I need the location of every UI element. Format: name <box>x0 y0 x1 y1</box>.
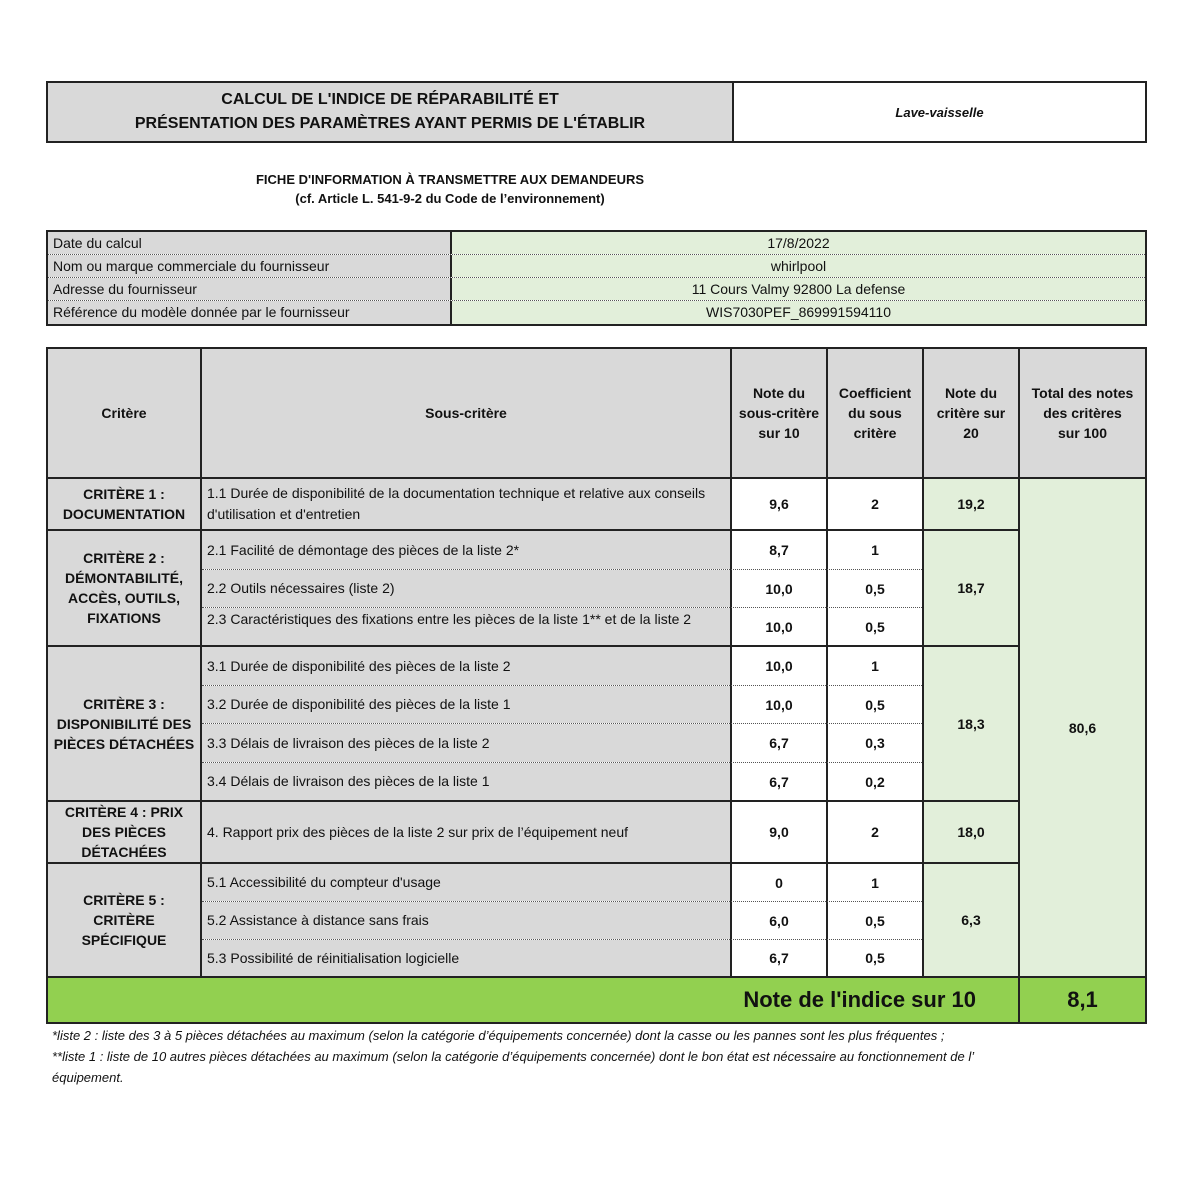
criterion-text: CRITÈRE 1 : <box>83 486 165 502</box>
criterion-4-score: 18,0 <box>924 802 1018 862</box>
footnote-liste-2: *liste 2 : liste des 3 à 5 pièces détachées au maximum (selon la catégorie d’équipements concernée) dont la casse ou les pannes sont les plus fréquentes ; <box>52 1028 945 1043</box>
header-text: Coefficient <box>838 385 912 401</box>
header-sous-critere: Sous-critère <box>202 349 730 477</box>
grid-line <box>922 349 924 978</box>
subcriterion-3-1: 3.1 Durée de disponibilité des pièces de la liste 2 <box>202 647 730 685</box>
grid-line <box>202 762 922 763</box>
info-label: Adresse du fournisseur <box>48 278 452 300</box>
subcriterion-2-3: 2.3 Caractéristiques des fixations entre les pièces de la liste 1** et de la liste 2 <box>202 608 730 645</box>
header-coefficient <box>828 349 922 477</box>
grid-line <box>200 349 202 978</box>
criterion-text: DOCUMENTATION <box>62 506 186 522</box>
subcriterion-2-2: 2.2 Outils nécessaires (liste 2) <box>202 570 730 607</box>
header-text: Total des notes <box>1031 385 1134 401</box>
header-text: Note du <box>752 385 806 401</box>
title-line-2: PRÉSENTATION DES PARAMÈTRES AYANT PERMIS DE L'ÉTABLIR <box>134 115 646 132</box>
header-text: sur 10 <box>758 425 800 441</box>
supplier-info-table <box>46 230 1147 326</box>
header-text: critère sur <box>936 405 1006 421</box>
coef-2-2: 0,5 <box>828 570 922 607</box>
note-3-1: 10,0 <box>732 647 826 685</box>
subtitle-line-2: (cf. Article L. 541-9-2 du Code de l’environnement) <box>295 191 605 206</box>
header-text: Note du <box>944 385 998 401</box>
criterion-3-score: 18,3 <box>924 647 1018 800</box>
footnotes <box>52 1025 1147 1088</box>
info-row-brand <box>48 255 1145 278</box>
grid-line <box>48 529 1018 531</box>
info-label: Date du calcul <box>48 232 452 254</box>
criterion-5-score: 6,3 <box>924 864 1018 976</box>
grid-line <box>202 939 922 940</box>
note-4: 9,0 <box>732 802 826 862</box>
criterion-5-label <box>48 864 200 976</box>
grid-line <box>730 349 732 978</box>
note-3-3: 6,7 <box>732 724 826 762</box>
criterion-text: ACCÈS, OUTILS, <box>67 590 180 606</box>
criterion-1-label <box>48 479 200 529</box>
info-value: WIS7030PEF_869991594110 <box>452 301 1145 324</box>
subcriterion-2-1: 2.1 Facilité de démontage des pièces de la liste 2* <box>202 531 730 569</box>
footnote-liste-1: **liste 1 : liste de 10 autres pièces détachées au maximum (selon la catégorie d’équipements concernée) dont le bon état est nécessaire au fonctionnement de l’ <box>52 1049 975 1064</box>
criterion-text: CRITÈRE 3 : <box>83 695 165 712</box>
subcriterion-3-3: 3.3 Délais de livraison des pièces de la liste 2 <box>202 724 730 762</box>
criterion-text: DÉTACHÉES <box>81 844 167 860</box>
note-1-1: 9,6 <box>732 479 826 529</box>
header-text: critère <box>853 425 897 441</box>
coef-2-3: 0,5 <box>828 608 922 645</box>
info-row-address <box>48 278 1145 301</box>
info-row-date <box>48 232 1145 255</box>
header-text: des critères <box>1043 405 1122 421</box>
grid-line <box>48 862 1018 864</box>
criterion-text: CRITÈRE 5 : CRITÈRE <box>83 892 165 928</box>
note-5-3: 6,7 <box>732 940 826 976</box>
coef-2-1: 1 <box>828 531 922 569</box>
grid-line <box>48 645 1018 647</box>
coef-5-3: 0,5 <box>828 940 922 976</box>
header-total <box>1020 349 1145 477</box>
criterion-text: DES PIÈCES <box>81 824 167 840</box>
page-title <box>48 83 734 141</box>
header-note-sous-critere <box>732 349 826 477</box>
total-score: 80,6 <box>1020 479 1145 976</box>
header-text: sur 100 <box>1057 425 1108 441</box>
product-type: Lave-vaisselle <box>895 104 984 120</box>
header-text: 20 <box>963 425 979 441</box>
criterion-text: DÉMONTABILITÉ, <box>65 570 183 586</box>
note-5-1: 0 <box>732 864 826 901</box>
criterion-text: SPÉCIFIQUE <box>81 932 167 948</box>
title-line-1: CALCUL DE L'INDICE DE RÉPARABILITÉ ET <box>221 91 559 108</box>
subcriterion-5-3: 5.3 Possibilité de réinitialisation logicielle <box>202 940 730 976</box>
coef-3-3: 0,3 <box>828 724 922 762</box>
grid-line <box>202 569 922 570</box>
coef-3-1: 1 <box>828 647 922 685</box>
grid-line <box>202 685 922 686</box>
title-block <box>46 81 1147 143</box>
coef-5-1: 1 <box>828 864 922 901</box>
grid-line <box>202 723 922 724</box>
criterion-2-score: 18,7 <box>924 531 1018 645</box>
grid-line <box>202 901 922 902</box>
header-text: sous-critère <box>738 405 820 421</box>
footnote-continuation: équipement. <box>52 1070 124 1085</box>
info-value: 11 Cours Valmy 92800 La defense <box>452 278 1145 300</box>
subcriterion-5-2: 5.2 Assistance à distance sans frais <box>202 902 730 939</box>
criterion-text: PIÈCES DÉTACHÉES <box>53 735 195 752</box>
grid-line <box>48 976 1145 978</box>
criterion-text: CRITÈRE 4 : PRIX <box>64 804 184 820</box>
note-3-4: 6,7 <box>732 763 826 800</box>
grid-line <box>202 607 922 608</box>
criterion-2-label <box>48 531 200 645</box>
subcriterion-1-1: 1.1 Durée de disponibilité de la documentation technique et relative aux conseils d'utilisation et d'entretien <box>202 479 730 529</box>
coef-3-4: 0,2 <box>828 763 922 800</box>
header-note-critere <box>924 349 1018 477</box>
index-label: Note de l'indice sur 10 <box>48 978 1018 1022</box>
subcriterion-5-1: 5.1 Accessibilité du compteur d'usage <box>202 864 730 901</box>
subcriterion-3-4: 3.4 Délais de livraison des pièces de la liste 1 <box>202 763 730 800</box>
note-2-1: 8,7 <box>732 531 826 569</box>
form-subtitle <box>190 170 710 208</box>
coef-5-2: 0,5 <box>828 902 922 939</box>
criterion-1-score: 19,2 <box>924 479 1018 529</box>
grid-line <box>826 349 828 978</box>
coef-3-2: 0,5 <box>828 686 922 723</box>
note-3-2: 10,0 <box>732 686 826 723</box>
subtitle-line-1: FICHE D'INFORMATION À TRANSMETTRE AUX DEMANDEURS <box>255 172 645 187</box>
header-critere: Critère <box>48 349 200 477</box>
index-value: 8,1 <box>1020 978 1145 1022</box>
info-row-reference <box>48 301 1145 324</box>
criterion-4-label <box>48 802 200 862</box>
info-label: Nom ou marque commerciale du fournisseur <box>48 255 452 277</box>
subcriterion-3-2: 3.2 Durée de disponibilité des pièces de la liste 1 <box>202 686 730 723</box>
coef-1-1: 2 <box>828 479 922 529</box>
grid-line <box>48 477 1145 479</box>
subcriterion-4: 4. Rapport prix des pièces de la liste 2 sur prix de l’équipement neuf <box>202 802 730 862</box>
note-5-2: 6,0 <box>732 902 826 939</box>
criterion-text: DISPONIBILITÉ DES <box>56 715 192 732</box>
criterion-3-label <box>48 647 200 800</box>
info-label: Référence du modèle donnée par le fournisseur <box>48 301 452 324</box>
repairability-table <box>46 347 1147 1024</box>
coef-4: 2 <box>828 802 922 862</box>
grid-line <box>1018 349 1020 1022</box>
info-value: whirlpool <box>452 255 1145 277</box>
note-2-3: 10,0 <box>732 608 826 645</box>
header-text: du sous <box>848 405 902 421</box>
info-value: 17/8/2022 <box>452 232 1145 254</box>
grid-line <box>48 800 1018 802</box>
criterion-text: FIXATIONS <box>87 610 161 626</box>
criterion-text: CRITÈRE 2 : <box>83 550 165 566</box>
note-2-2: 10,0 <box>732 570 826 607</box>
